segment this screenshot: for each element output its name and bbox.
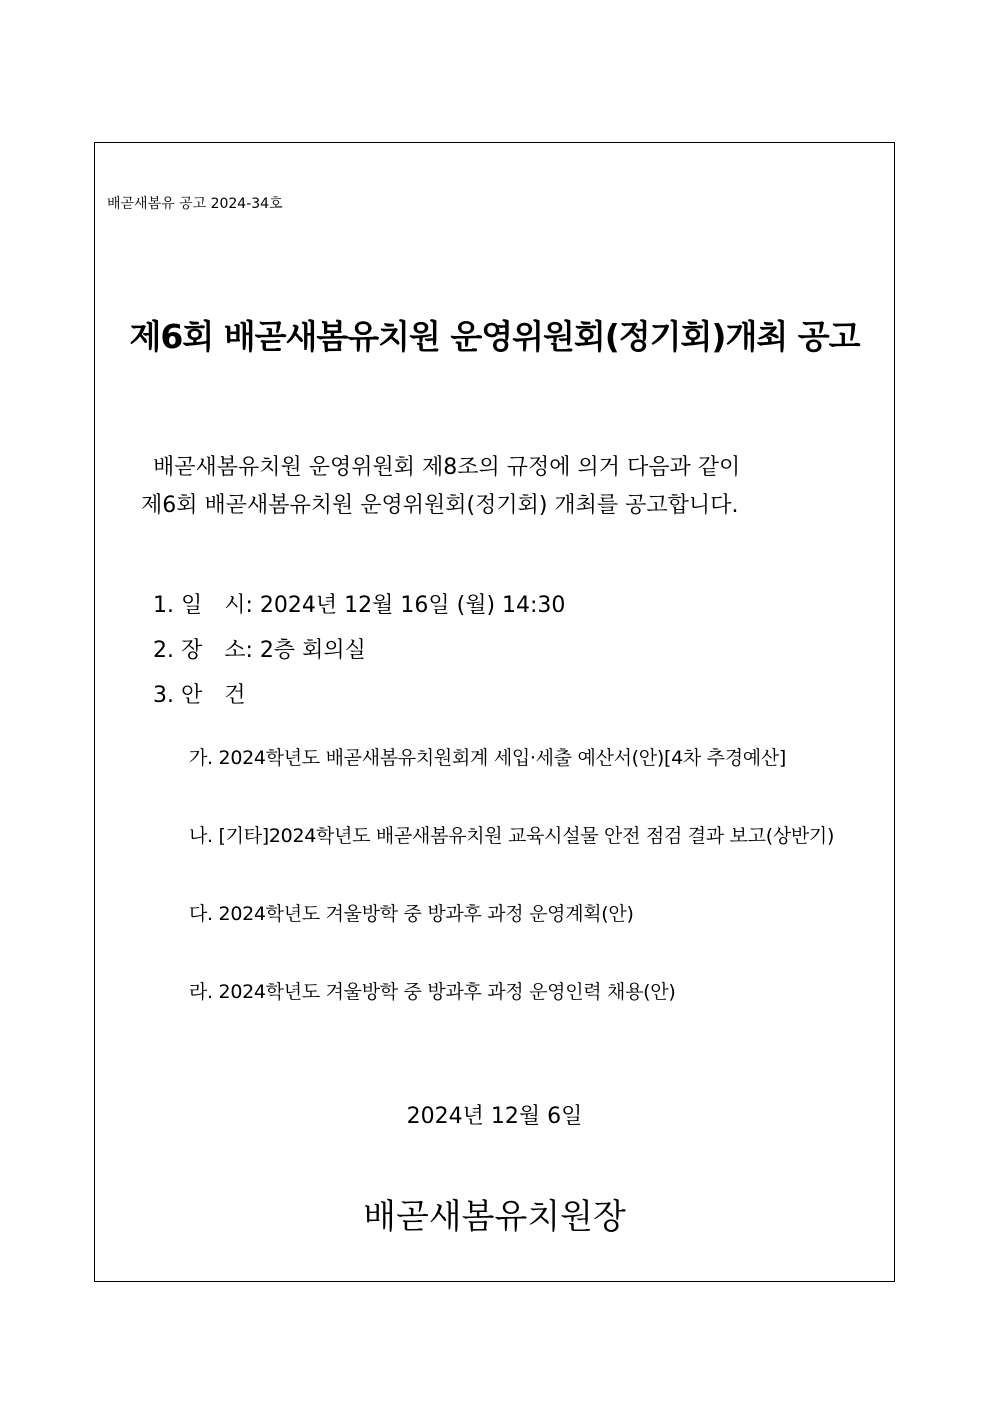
detail-datetime: 1. 일 시: 2024년 12월 16일 (월) 14:30 xyxy=(153,593,566,618)
agenda-item: 가. 2024학년도 배곧새봄유치원회계 세입·세출 예산서(안)[4차 추경예산] xyxy=(189,747,786,769)
notice-number: 배곧새봄유 공고 2024-34호 xyxy=(107,196,283,212)
detail-agenda-heading: 3. 안 건 xyxy=(153,683,246,708)
notice-date: 2024년 12월 6일 xyxy=(406,1104,583,1129)
intro-line-1: 배곧새봄유치원 운영위원회 제8조의 규정에 의거 다음과 같이 xyxy=(153,455,741,480)
intro-line-2: 제6회 배곧새봄유치원 운영위원회(정기회) 개최를 공고합니다. xyxy=(141,493,739,518)
notice-frame xyxy=(94,142,895,1282)
notice-title: 제6회 배곧새봄유치원 운영위원회(정기회)개최 공고 xyxy=(129,317,860,356)
agenda-list xyxy=(189,743,834,1055)
agenda-item: 다. 2024학년도 겨울방학 중 방과후 과정 운영계획(안) xyxy=(189,903,634,925)
agenda-item: 나. [기타]2024학년도 배곧새봄유치원 교육시설물 안전 점검 결과 보고(상반기) xyxy=(189,825,835,847)
detail-location: 2. 장 소: 2층 회의실 xyxy=(153,638,366,663)
signer-title: 배곧새봄유치원장 xyxy=(363,1197,626,1237)
meeting-details xyxy=(153,583,565,718)
agenda-item: 라. 2024학년도 겨울방학 중 방과후 과정 운영인력 채용(안) xyxy=(189,981,676,1003)
intro-paragraph xyxy=(95,449,894,525)
